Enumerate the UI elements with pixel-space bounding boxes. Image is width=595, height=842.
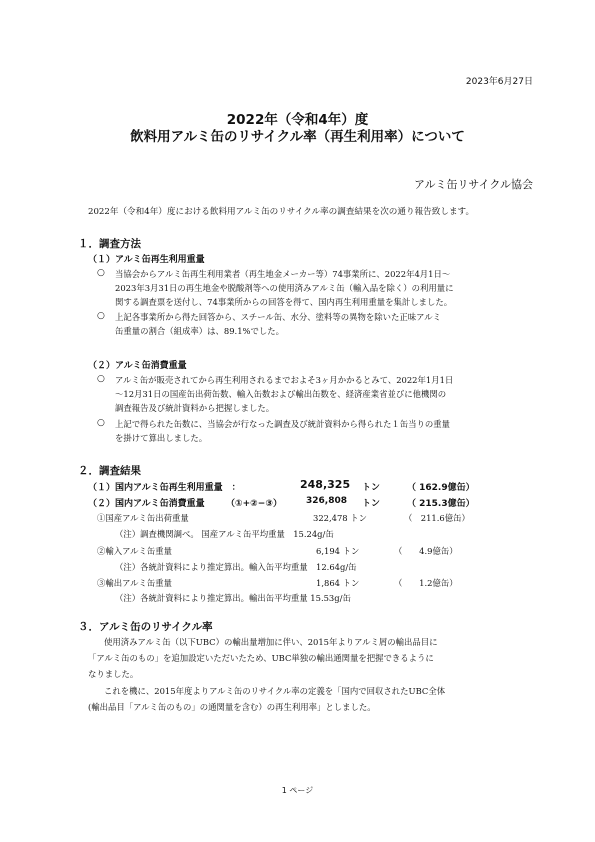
item1-cans: （ 211.6億缶） bbox=[404, 513, 470, 523]
section3-heading: ３．アルミ缶のリサイクル率 bbox=[78, 621, 213, 633]
item3-label: ③輸出アルミ缶重量 bbox=[97, 578, 173, 588]
result-row1-value: 248,325 bbox=[300, 478, 351, 491]
paragraph-line: 上記で得られた缶数に、当協会が行なった調査及び統計資料から得られた１缶当りの重量 bbox=[115, 419, 450, 429]
paragraph-line: 2023年3月31日の再生地金や脱酸剤等への使用済みアルミ缶（輸入品を除く）の利用量に bbox=[115, 283, 454, 293]
result-row1-cans: （ 162.9億缶） bbox=[407, 483, 475, 493]
section2-heading: ２．調査結果 bbox=[78, 465, 141, 477]
paragraph-line: ～12月31日の国産缶出荷缶数、輸入缶数および輸出缶数を、経済産業省並びに他機関の bbox=[115, 389, 447, 399]
section1-sub1-heading: （１）アルミ缶再生利用重量 bbox=[88, 255, 205, 265]
page-title-line2: 飲料用アルミ缶のリサイクル率（再生利用率）について bbox=[130, 129, 465, 145]
page-title-line1: 2022年（令和4年）度 bbox=[226, 112, 369, 128]
item2-label: ②輸入アルミ缶重量 bbox=[97, 546, 173, 556]
result-row1-unit: トン bbox=[362, 483, 381, 493]
paragraph-line: なりました。 bbox=[88, 669, 139, 679]
report-date: 2023年6月27日 bbox=[465, 77, 533, 87]
bullet-icon: ○ bbox=[97, 311, 105, 321]
paragraph-line: 関する調査票を送付し、74事業所からの回答を得て、国内再生利用重量を集計しました。 bbox=[115, 297, 453, 307]
result-row2-label: （２）国内アルミ缶消費重量 bbox=[88, 499, 205, 509]
item3-note: （注）各統計資料により推定算出。輸出缶平均重量 15.53g/缶 bbox=[115, 593, 351, 603]
result-row1-label: （１）国内アルミ缶再生利用重量 ： bbox=[88, 483, 241, 493]
result-row2-formula: （①+②−③） bbox=[226, 499, 282, 509]
organization-name: アルミ缶リサイクル協会 bbox=[413, 178, 533, 191]
bullet-icon: ○ bbox=[97, 418, 105, 428]
item2-note: （注）各統計資料により推定算出。輸入缶平均重量 12.64g/缶 bbox=[115, 562, 357, 572]
bullet-icon: ○ bbox=[97, 268, 105, 278]
bullet-icon: ○ bbox=[97, 374, 105, 384]
item1-label: ①国産アルミ缶出荷重量 bbox=[97, 513, 189, 523]
item1-note: （注）調査機関調べ。 国産アルミ缶平均重量 15.24g/缶 bbox=[115, 529, 334, 539]
intro-text: 2022年（令和4年）度における飲料用アルミ缶のリサイクル率の調査結果を次の通り報告致します。 bbox=[88, 207, 475, 217]
item2-value: 6,194 トン bbox=[316, 546, 360, 556]
paragraph-line: 使用済みアルミ缶（以下UBC）の輸出量増加に伴い、2015年よりアルミ屑の輸出品目に bbox=[104, 637, 438, 647]
paragraph-line: 調査報告及び統計資料から把握しました。 bbox=[115, 403, 275, 413]
paragraph-line: (輸出品目「アルミ缶のもの」の通関量を含む）の再生利用率」としました。 bbox=[88, 702, 376, 712]
result-row2-unit: トン bbox=[362, 499, 381, 509]
paragraph-line: アルミ缶が販売されてから再生利用されるまでおよそ3ヶ月かかるとみて、2022年1月1日 bbox=[115, 375, 454, 385]
item1-value: 322,478 トン bbox=[313, 513, 368, 523]
paragraph-line: 「アルミ缶のもの」を追加設定いただいたため、UBC単独の輸出通関量を把握できるように bbox=[88, 653, 434, 663]
result-row2-value: 326,808 bbox=[306, 496, 347, 506]
paragraph-line: 上記各事業所から得た回答から、スチール缶、水分、塗料等の異物を除いた正味アルミ bbox=[115, 312, 441, 322]
section1-heading: １．調査方法 bbox=[78, 238, 141, 250]
item2-cans: （ 4.9億缶） bbox=[394, 546, 458, 556]
paragraph-line: 当協会からアルミ缶再生利用業者（再生地金メーカー等）74事業所に、2022年4月1日～ bbox=[115, 269, 451, 279]
item3-cans: （ 1.2億缶） bbox=[394, 578, 458, 588]
section1-sub2-heading: （２）アルミ缶消費重量 bbox=[88, 361, 187, 371]
item3-value: 1,864 トン bbox=[316, 578, 360, 588]
paragraph-line: 缶重量の割合（組成率）は、89.1%でした。 bbox=[115, 326, 284, 336]
paragraph-line: これを機に、2015年度よりアルミ缶のリサイクル率の定義を「国内で回収されたUBC全体 bbox=[104, 686, 446, 696]
page-number: 1 ページ bbox=[281, 786, 314, 795]
paragraph-line: を掛けて算出しました。 bbox=[115, 433, 208, 443]
result-row2-cans: （ 215.3億缶） bbox=[407, 499, 475, 509]
